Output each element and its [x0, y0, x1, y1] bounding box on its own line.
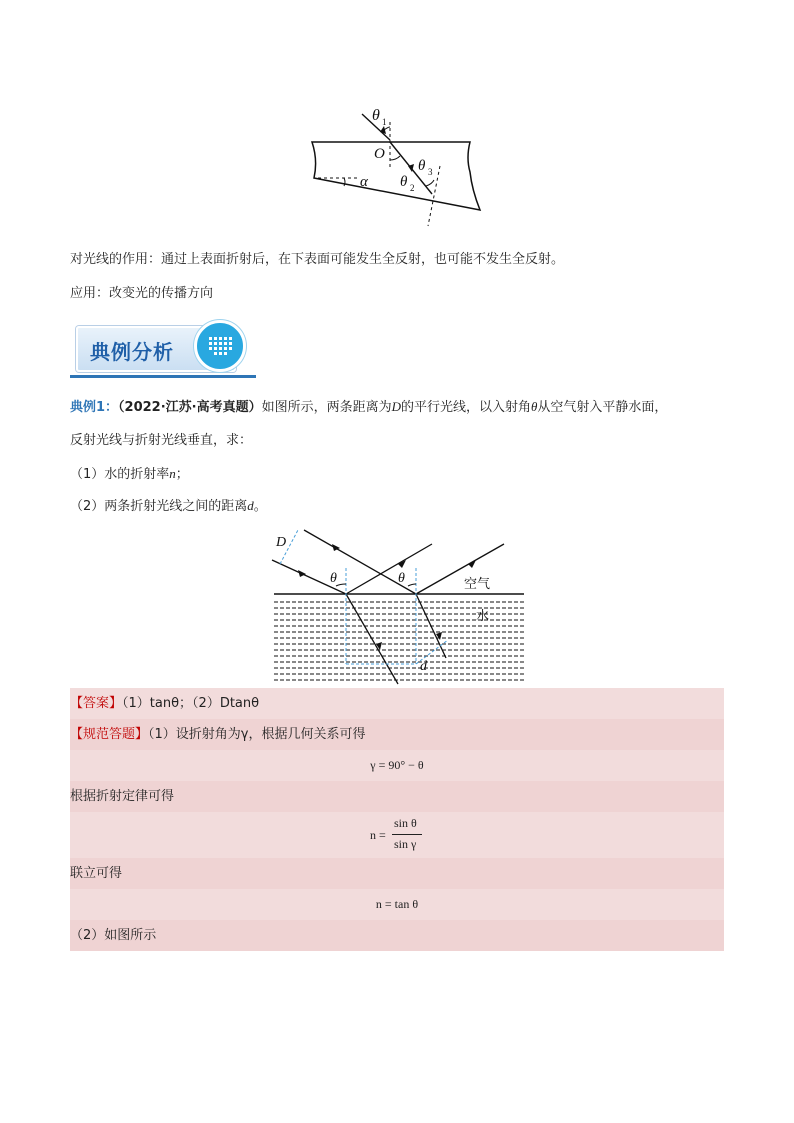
theta3-label: θ — [418, 158, 426, 174]
question-2 — [70, 497, 267, 516]
banner-title: 典例分析 — [90, 340, 174, 364]
q1-text: （1）水的折射率 — [70, 467, 170, 482]
example-text-c: 从空气射入平静水面， — [537, 400, 668, 415]
banner-underline — [70, 375, 256, 378]
formula-1: γ = 90° − θ — [370, 758, 424, 772]
solution-label: 【规范答题】 — [70, 727, 149, 742]
application-text: 应用：改变光的传播方向 — [70, 286, 214, 301]
label-theta-left: θ — [330, 571, 337, 586]
solution-intro: （1）设折射角为γ，根据几何关系可得 — [148, 727, 366, 742]
section-banner — [70, 320, 256, 380]
theta1-label: θ — [372, 107, 380, 124]
wedge-refraction-figure — [300, 100, 500, 230]
var-theta: θ — [531, 399, 538, 414]
label-water: 水 — [476, 609, 490, 624]
reflected-ray-2 — [416, 544, 504, 594]
example-text-a: 如图所示，两条距离为 — [261, 400, 392, 415]
example-source: （2022·江苏·高考真题） — [118, 400, 262, 415]
theta1-sub: 1 — [382, 117, 387, 127]
label-D: D — [276, 535, 287, 550]
water-refraction-figure — [268, 528, 528, 688]
label-d: d — [420, 659, 427, 674]
law-text: 根据折射定律可得 — [70, 789, 175, 804]
alpha-label: α — [360, 174, 368, 190]
answer-body: （1）tanθ；（2）Dtanθ — [122, 696, 260, 711]
formula-2-lhs: n = — [370, 828, 386, 842]
question-1 — [70, 465, 189, 484]
banner-grid-icon — [194, 320, 246, 372]
answer-line — [70, 695, 259, 713]
label-theta-right: θ — [398, 571, 405, 586]
part2-text: （2）如图所示 — [70, 928, 157, 943]
q1-var: n — [169, 466, 176, 481]
formula-2-denominator: sin γ — [394, 837, 417, 851]
q1-end: ； — [175, 467, 189, 482]
formula-2 — [368, 816, 438, 856]
theta2-label: θ — [400, 174, 408, 190]
q2-var: d — [247, 498, 254, 513]
point-o-label: O — [374, 146, 385, 162]
example-label: 典例1： — [70, 400, 119, 415]
label-air: 空气 — [464, 577, 491, 592]
theta3-sub: 3 — [428, 167, 433, 177]
combine-band — [70, 858, 724, 889]
combine-text: 联立可得 — [70, 866, 123, 881]
fraction-bar — [392, 834, 422, 835]
reflected-ray-1 — [346, 544, 432, 594]
solution-line — [70, 726, 365, 744]
q2-text: （2）两条折射光线之间的距离 — [70, 499, 248, 514]
example-text-b: 的平行光线，以入射角 — [401, 400, 532, 415]
incident-arrow — [380, 126, 386, 134]
var-D: D — [391, 399, 402, 414]
q2-end: 。 — [253, 499, 267, 514]
part2-band — [70, 920, 724, 951]
theta2-sub: 2 — [410, 183, 415, 193]
effect-text: 对光线的作用：通过上表面折射后，在下表面可能发生全反射，也可能不发生全反射。 — [70, 252, 565, 267]
refracted-ray-1 — [346, 594, 398, 684]
formula-3: n = tan θ — [375, 897, 419, 911]
example-line1 — [70, 398, 667, 417]
formula-2-numerator: sin θ — [394, 816, 417, 830]
wedge-outline — [312, 142, 480, 210]
example-line2: 反射光线与折射光线垂直，求： — [70, 433, 253, 448]
answer-label: 【答案】 — [70, 696, 123, 711]
